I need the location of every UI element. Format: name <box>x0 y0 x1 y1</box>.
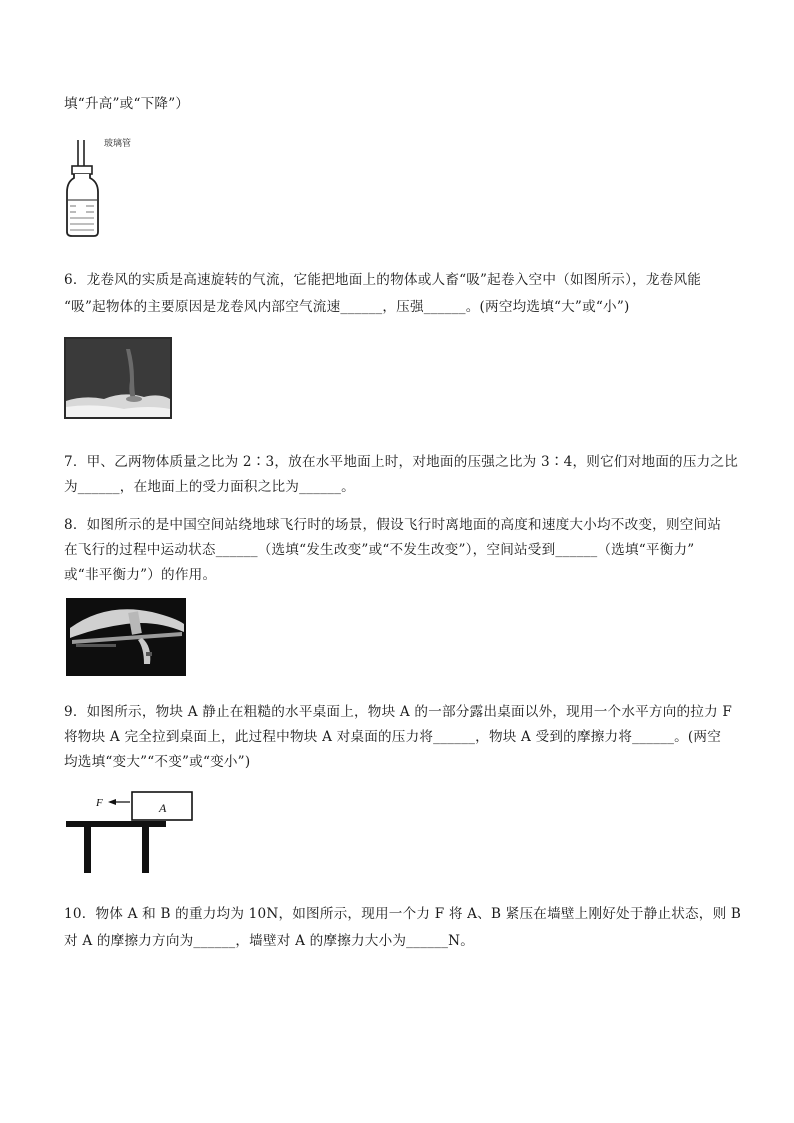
q10-line2: 对 A 的摩擦力方向为______，墙壁对 A 的摩擦力大小为______N。 <box>64 933 475 949</box>
bottle-figure <box>64 136 144 240</box>
q7-line2: 为______，在地面上的受力面积之比为______。 <box>64 479 355 495</box>
q8-line2: 在飞行的过程中运动状态______（选填“发生改变”或“不发生改变”），空间站受到______（选填“平衡力” <box>64 542 695 558</box>
force-f-label: F <box>96 797 103 809</box>
q6-line1: 6．龙卷风的实质是高速旋转的气流，它能把地面上的物体或人畜“吸”起卷入空中（如图所示），龙卷风能 <box>64 272 702 288</box>
q9-line1: 9．如图所示，物块 A 静止在粗糙的水平桌面上，物块 A 的一部分露出桌面以外，现用一个水平方向的拉力 F <box>64 704 733 720</box>
q5-tail: 填“升高”或“下降”） <box>64 96 190 112</box>
q8-line1: 8．如图所示的是中国空间站绕地球飞行时的场景，假设飞行时离地面的高度和速度大小均不改变，则空间站 <box>64 517 722 533</box>
q7-line1: 7．甲、乙两物体质量之比为 2∶3，放在水平地面上时，对地面的压强之比为 3∶4，则它们对地面的压力之比 <box>64 454 739 470</box>
glass-tube-label: 玻璃管 <box>104 139 132 149</box>
q9-line2: 将物块 A 完全拉到桌面上，此过程中物块 A 对桌面的压力将______，物块 A 受到的摩擦力将______。(两空 <box>64 729 722 745</box>
q8-line3: 或“非平衡力”）的作用。 <box>64 567 217 583</box>
q6-line2: “吸”起物体的主要原因是龙卷风内部空气流速______，压强______。(两空均选填“大”或“小”) <box>64 299 630 315</box>
tornado-photo <box>64 337 172 419</box>
block-table-figure <box>64 790 198 876</box>
space-station-photo <box>66 598 186 676</box>
q10-line1: 10．物体 A 和 B 的重力均为 10N，如图所示，现用一个力 F 将 A、B 紧压在墙壁上刚好处于静止状态，则 B <box>64 906 742 922</box>
q9-line3: 均选填“变大”“不变”或“变小”) <box>64 754 251 770</box>
block-a-label: A <box>159 801 167 815</box>
